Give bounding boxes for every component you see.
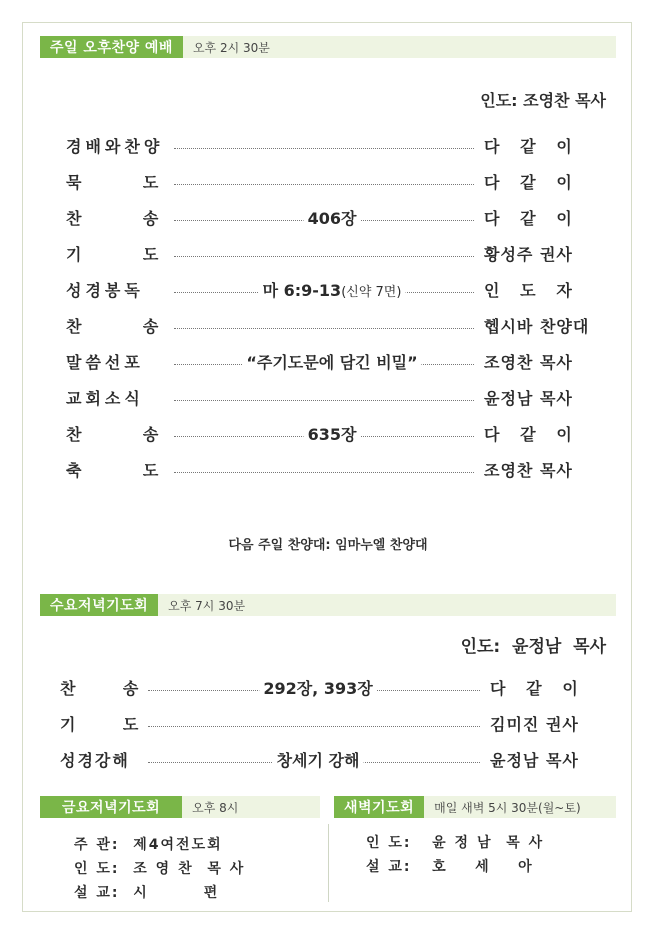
order-detail: 635장 [304,422,361,445]
dotted-leader [148,726,480,727]
order-label: 성경봉독 [66,281,144,300]
order-person: 다 같 이 [484,137,573,156]
order-detail: 창세기 강해 [273,748,364,771]
order-person: 조영찬 목사 [484,353,573,372]
order-row [66,170,606,196]
order-person: 황성주 권사 [484,245,573,264]
sunday-section-header [40,36,616,58]
order-detail: 406장 [304,206,361,229]
order-label: 기 도 [66,245,163,264]
dawn-line: 인 도: 윤 정 남 목 사 [366,835,545,851]
next-week-choir-notice: 다음 주일 찬양대: 임마누엘 찬양대 [228,538,428,553]
dawn-line: 설 교: 호 세 아 [366,859,534,875]
dotted-leader [174,184,474,185]
order-row [66,278,606,304]
order-person: 다 같 이 [490,679,579,698]
dotted-leader [174,256,474,257]
wednesday-section-header [40,594,616,616]
order-row [66,458,606,484]
dawn-section-time: 매일 새벽 5시 30분(월~토) [434,800,581,815]
friday-section-tag: 금요저녁기도회 [40,796,182,818]
order-person: 헵시바 찬양대 [484,317,590,336]
order-label: 축 도 [66,461,163,480]
sunday-leader: 인도: 조영찬 목사 [480,91,606,110]
order-detail-note: (신약 7면) [341,285,402,300]
order-row [60,676,606,702]
dotted-leader [174,148,474,149]
order-person: 다 같 이 [484,209,573,228]
order-label: 묵 도 [66,173,163,192]
order-person: 인 도 자 [484,281,573,300]
wednesday-section-time: 오후 7시 30분 [168,598,246,613]
order-label: 찬 송 [66,209,163,228]
order-label: 교회소식 [66,389,144,408]
sunday-section-tag: 주일 오후찬양 예배 [40,36,183,58]
order-row [66,134,606,160]
order-label: 성경강해 [60,751,130,770]
order-row [66,386,606,412]
order-person: 다 같 이 [484,173,573,192]
friday-line: 설 교: 시 편 [74,885,220,901]
order-detail: 마 6:9-13(신약 7면) [259,278,406,301]
order-detail: “주기도문에 담긴 비밀” [242,350,421,373]
order-person: 다 같 이 [484,425,573,444]
order-label: 찬 송 [60,679,141,698]
order-label: 찬 송 [66,425,163,444]
dawn-section-tag: 새벽기도회 [334,796,424,818]
friday-line: 주 관: 제4여전도회 [74,837,223,853]
dotted-leader [174,472,474,473]
order-label: 찬 송 [66,317,163,336]
order-person: 윤정남 목사 [484,389,573,408]
friday-line: 인 도: 조 영 찬 목 사 [74,861,246,877]
order-row [66,422,606,448]
dawn-section-header [334,796,616,818]
order-row [66,242,606,268]
wednesday-section-tag: 수요저녁기도회 [40,594,158,616]
order-row [66,350,606,376]
order-row [66,206,606,232]
order-row [60,712,606,738]
order-label: 경배와찬양 [66,137,164,156]
order-person: 윤정남 목사 [490,751,579,770]
dotted-leader [174,328,474,329]
order-row [60,748,606,774]
order-detail: 292장, 393장 [259,676,376,699]
column-divider [328,824,329,902]
order-person: 조영찬 목사 [484,461,573,480]
sunday-section-time: 오후 2시 30분 [192,40,270,55]
order-person: 김미진 권사 [490,715,579,734]
order-label: 기 도 [60,715,141,734]
order-row [66,314,606,340]
wednesday-leader: 인도: 윤정남 목사 [460,637,606,657]
dotted-leader [174,400,474,401]
friday-section-time: 오후 8시 [192,800,239,815]
friday-section-header [40,796,320,818]
order-label: 말씀선포 [66,353,144,372]
